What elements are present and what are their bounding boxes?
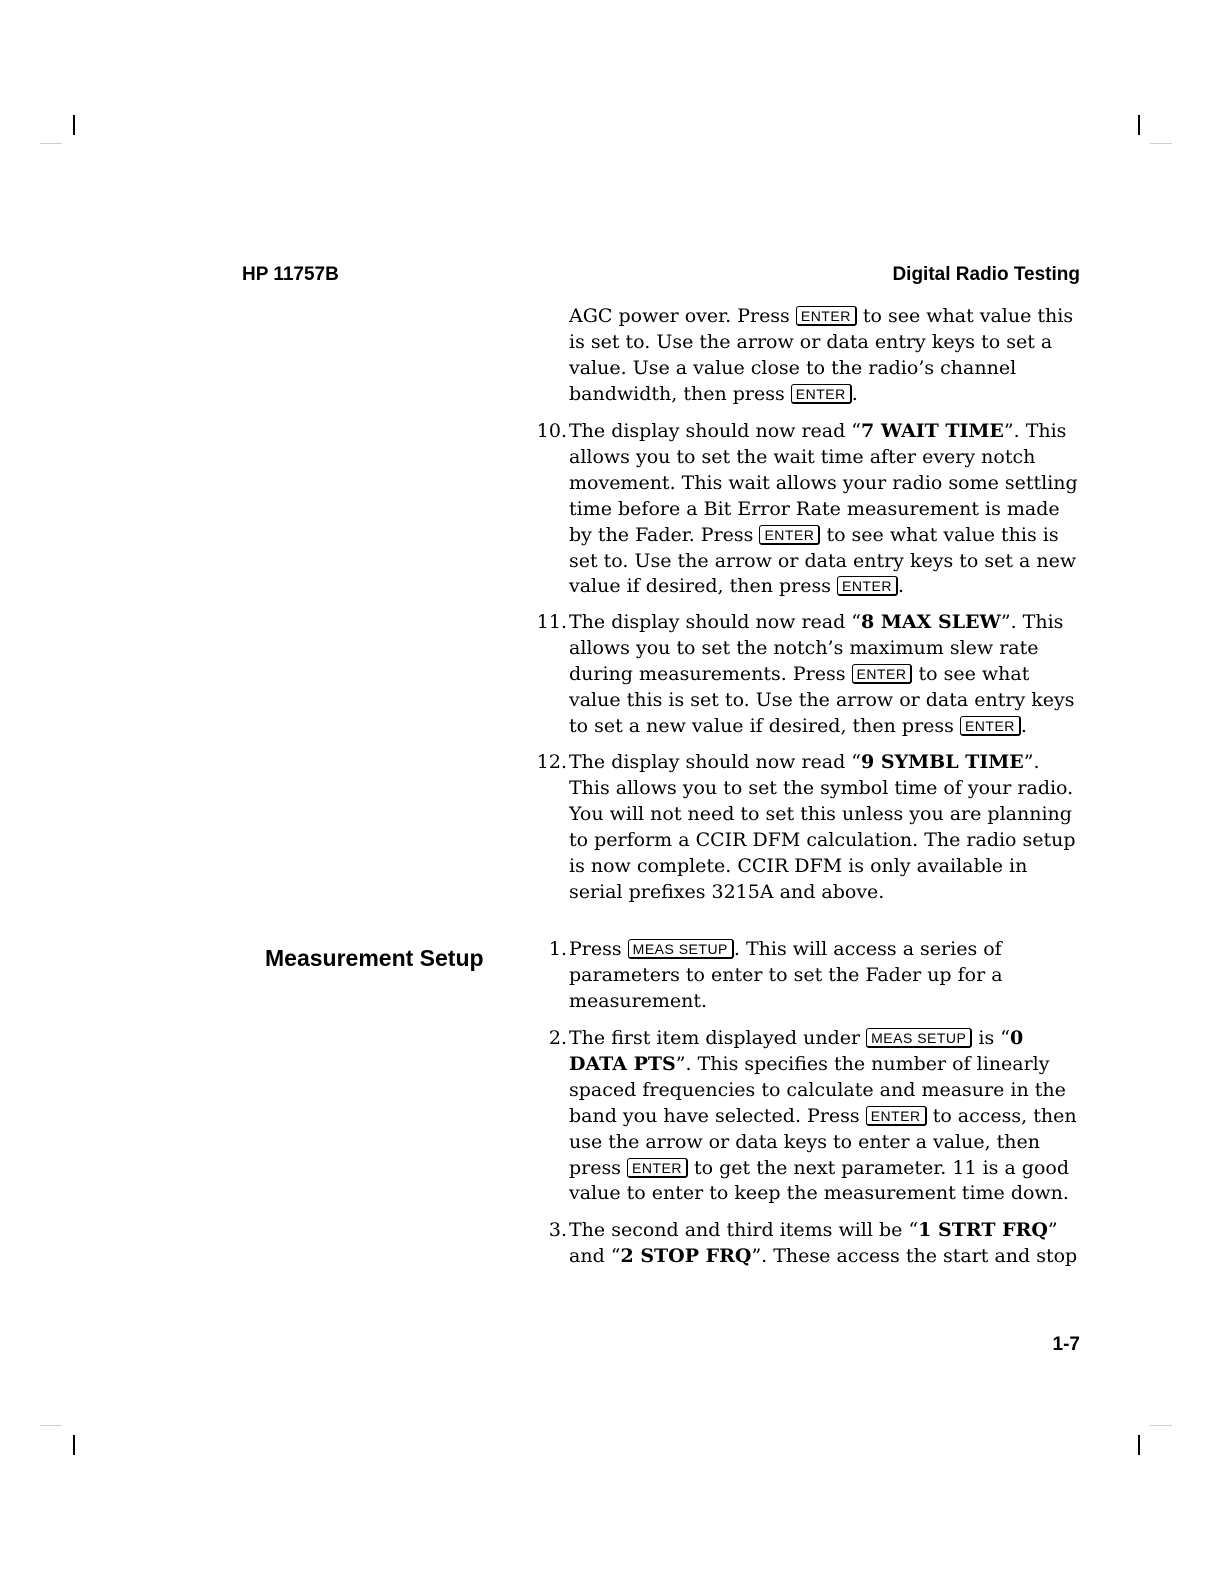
display-readout: 9 SYMBL TIME [861, 751, 1024, 773]
body-text: ”. This allows you to set the wait time after every notch movement. This wait allows your radio some settling time before a Bit Error Rate measurement is made by the Fader. Press [569, 420, 1078, 546]
body-text: ”. This allows you to set the symbol time of your radio. You will not need to set this unless you are planning to perform a CCIR DFM calculation. The radio setup is now complete. CCIR DFM is only available in serial prefixes 3215A and above. [569, 751, 1076, 903]
crop-mark-top-left-h [40, 143, 62, 144]
meas-setup-key: MEAS SETUP [866, 1028, 972, 1048]
body-text: The second and third items will be “ [569, 1219, 919, 1241]
body-text: to access, then use the arrow or data keys to enter a value, then press [569, 1104, 1077, 1179]
body-text: ” and “ [569, 1219, 1058, 1267]
step-9-continuation [569, 304, 1081, 408]
display-readout: 2 STOP FRQ [620, 1244, 752, 1267]
running-head-right: Digital Radio Testing [892, 264, 1080, 285]
body-text: ”. This allows you to set the notch’s maximum slew rate during measurements. Press [569, 611, 1064, 685]
measurement-step-3 [548, 1218, 1081, 1270]
step-11 [536, 610, 1081, 740]
measurement-step-2 [548, 1026, 1081, 1207]
body-text: Press [569, 938, 628, 960]
step-number: 11. [536, 611, 567, 633]
step-number: 1. [548, 938, 567, 960]
enter-key: ENTER [866, 1106, 927, 1126]
crop-mark-top-right-h [1150, 143, 1172, 144]
step-10 [536, 419, 1081, 600]
body-text: The display should now read “ [569, 420, 862, 442]
crop-mark-top-left [73, 115, 75, 135]
crop-mark-top-right [1138, 115, 1140, 135]
step-number: 2. [548, 1027, 567, 1049]
body-text: . [1020, 714, 1027, 737]
crop-mark-bottom-right-h [1150, 1425, 1172, 1426]
crop-mark-bottom-left [73, 1435, 75, 1455]
step-number: 12. [536, 751, 567, 773]
enter-key: ENTER [627, 1158, 688, 1178]
display-readout: 1 STRT FRQ [918, 1219, 1048, 1241]
enter-key: ENTER [759, 525, 820, 545]
body-text: to see what value this is set to. Use the arrow or data entry keys to set a value. Use a value close to the radio’s channel bandwidth, then press [569, 305, 1074, 405]
display-readout: 0 DATA PTS [569, 1027, 1024, 1075]
body-text: . [851, 382, 858, 405]
enter-key: ENTER [837, 576, 898, 596]
measurement-step-1 [548, 937, 1081, 1015]
body-text: ”. This specifies the number of linearly spaced frequencies to calculate and measure in the band you have selected. Press [569, 1052, 1066, 1127]
body-text: ”. These access the start and stop [751, 1244, 1078, 1267]
enter-key: ENTER [796, 306, 857, 326]
body-text: The display should now read “ [569, 751, 862, 773]
body-text: to see what value this is set to. Use the arrow or data entry keys to set a new value if desired, then press [569, 523, 1077, 598]
body-text: . [898, 575, 905, 598]
body-text: to get the next parameter. 11 is a good value to enter to keep the measurement time down. [569, 1156, 1070, 1205]
enter-key: ENTER [791, 384, 852, 404]
body-text: is “ [972, 1027, 1011, 1049]
page-number: 1-7 [1052, 1334, 1080, 1355]
enter-key: ENTER [960, 716, 1021, 736]
body-text: The display should now read “ [569, 611, 862, 633]
meas-setup-key: MEAS SETUP [628, 939, 734, 959]
body-text: to see what value this is set to. Use the arrow or data entry keys to set a new value if desired, then press [569, 662, 1075, 737]
body-text: The first item displayed under [569, 1027, 867, 1049]
display-readout: 7 WAIT TIME [861, 420, 1004, 442]
crop-mark-bottom-left-h [40, 1425, 62, 1426]
step-number: 10. [536, 420, 567, 442]
display-readout: 8 MAX SLEW [861, 611, 1001, 633]
running-head-left: HP 11757B [242, 264, 339, 285]
section-title: Measurement Setup [265, 945, 484, 971]
step-number: 3. [548, 1219, 567, 1241]
enter-key: ENTER [852, 664, 913, 684]
step-12 [536, 750, 1081, 905]
body-text: . This will access a series of parameters to enter to set the Fader up for a measurement. [569, 938, 1003, 1012]
body-text: AGC power over. Press [569, 305, 796, 327]
crop-mark-bottom-right [1138, 1435, 1140, 1455]
